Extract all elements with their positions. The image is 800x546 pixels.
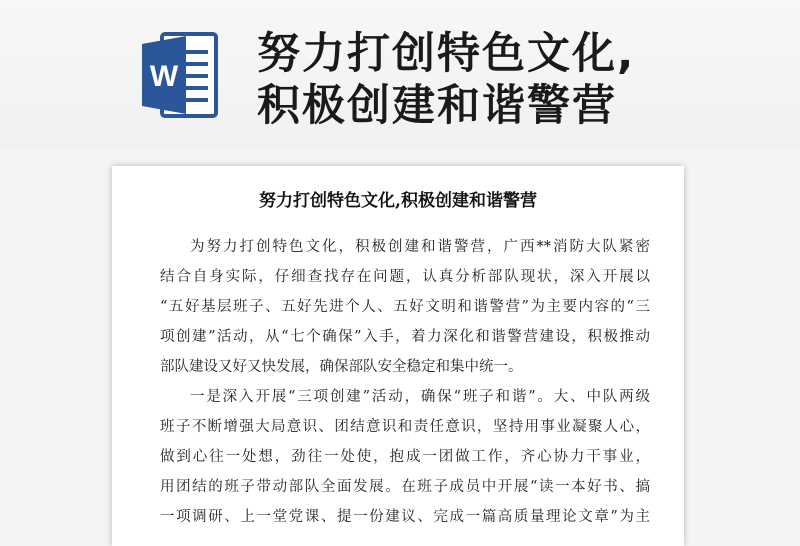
banner-title [257,28,635,132]
document-title: 努力打创特色文化,积极创建和谐警营 [259,191,537,211]
paragraph-line: 做到心往一处想，劲往一处使，抱成一团做工作，齐心协力干事业， [160,449,650,465]
paragraph-line: 项创建”活动，从“七个确保”入手，着力深化和谐警营建设，积极推动 [160,329,650,345]
paragraph-line: 一是深入开展“三项创建”活动，确保“班子和谐”。大、中队两级 [190,389,650,405]
banner [0,0,800,150]
banner-title-line-1: 努力打创特色文化, [257,29,636,79]
banner-title-line-2: 积极创建和谐警营 [257,81,617,131]
paragraph-line: 部队建设又好又快发展，确保部队安全稳定和集中统一。 [160,359,523,375]
document-page [112,166,684,546]
paragraph-line: 一项调研、上一堂党课、提一份建议、完成一篇高质量理论文章”为主 [160,509,650,525]
paragraph-line: 用团结的班子带动部队全面发展。在班子成员中开展“读一本好书、搞 [160,479,650,495]
paragraph-line: 结合自身实际，仔细查找存在问题，认真分析部队现状，深入开展以 [160,269,650,285]
paragraph-line: 班子不断增强大局意识、团结意识和责任意识，坚持用事业凝聚人心， [160,419,650,435]
word-document-icon [140,30,220,120]
word-icon-letter: W [149,60,179,93]
paragraph-line: “五好基层班子、五好先进个人、五好文明和谐警营”为主要内容的“三 [160,299,650,315]
document-body [160,232,650,532]
paragraph-line: 为努力打创特色文化，积极创建和谐警营，广西**消防大队紧密 [190,239,650,255]
